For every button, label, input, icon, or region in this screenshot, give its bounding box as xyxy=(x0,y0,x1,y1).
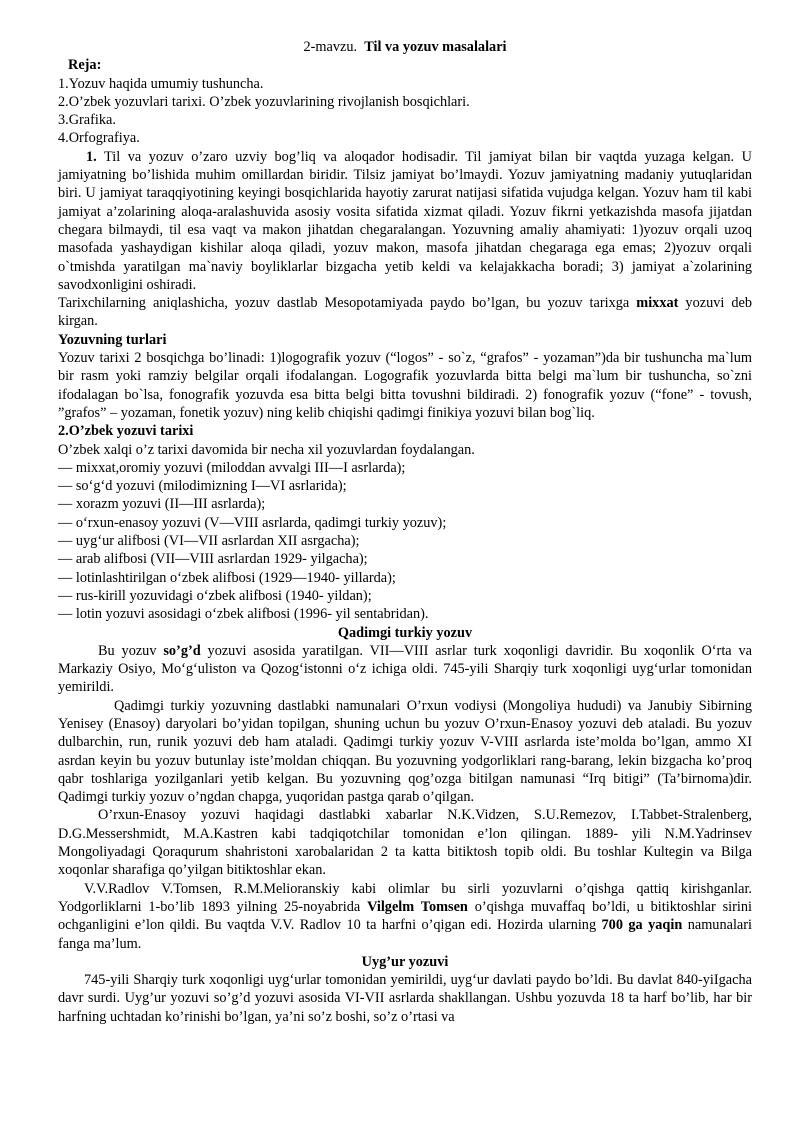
old-turkic-text-1b: yozuvi asosida yaratilgan. VII—VIII asrlar turk xoqonligi davridir. Bu xoqonlik O‘rta va Markaziy Osiyo, Mo‘g‘uliston va Qozog‘istonni o‘z ichiga oldi. 745-yili Sharqiy turk xoqonligi uyg‘urlar tomonidan yemirildi. xyxy=(58,642,752,696)
mixxat-term: mixxat xyxy=(636,295,679,312)
old-turkic-paragraph-4 xyxy=(58,880,752,953)
uyghur-heading: Uyg’ur yozuvi xyxy=(361,953,449,970)
old-turkic-text-4a: V.V.Radlov V.Tomsen, R.M.Melioranskiy kabi olimlar bu sirli yozuvlarni o’qishga qattiq kirishganlar. Yodgorliklarni 1-bo’lib 1893 yilning 25-noyabrida xyxy=(58,880,752,915)
old-turkic-paragraph-1 xyxy=(58,642,752,697)
mesopotamia-paragraph xyxy=(58,294,752,331)
old-turkic-paragraph-3: O’rxun-Enasoy yozuvi haqidagi dastlabki xabarlar N.K.Vidzen, S.U.Remezov, I.Tabbet-Stralenberg, D.G.Messershmidt, M.A.Kastren kabi tadqiqotchilar tomonidan e’lon qilingan. 1889- yili N.M.Yadrinsev Mongoliyadagi Qoraqurum shahristoni xarobalaridan 2 ta katta bitiktosh topib oldi. Bu toshlar Kultegin va Bilga xoqonlar sharafiga qo’yilgan bitiktoshlar ekan. xyxy=(58,807,752,879)
uyghur-paragraph-1: 745-yili Sharqiy turk xoqonligi uyg‘urlar tomonidan yemirildi, uyg‘ur davlati paydo bo’ldi. Bu davlat 840-yiIgacha davr surdi. Uyg’ur yozuvi so’g’d yozuvi asosida VI-VII asrlarda shakllangan. Ushbu yozuvda 18 ta harf bo’lib, har bir harfning uchtadan ko’rinishi bo’lgan, ya’ni so’z boshi, so’z o’rtasi va xyxy=(58,972,752,1025)
section1-text: Til va yozuv o’zaro uzviy bog’liq va aloqador hodisadir. Til jamiyat bilan bir vaqtda yuzaga kelgan. U jamiyatning bo’lishida muhim omillardan biridir. Tilsiz jamiyat bo’lmaydi. Yozuv jamiyatning madaniy yutuqlaridan biri. U jamiyat taraqqiyotining keyingi bosqichlarida hayotiy zarurat natijasi sifatida vujudga kelgan. Yozuv ham til kabi jamiyat a’zolarining aloqa-aralashuvida asosiy vosita sifatida xizmat qiladi. Yozuv fikrni yetkazishda masofa jijatdan chegara bilmaydi, til esa vaqt va makon jihatdan chegaralangan. Yozuvning amaliy ahamiyati: 1)yozuv orqali uzoq masofada yashaydigan kishilar aloqa qiladi, yozuv makon, masofa jihatdan chegaraga ega emas; 2)yozuv orqali o`tmishda yaratilgan ma`naviy boyliklarlar bizgacha yetib keldi va kelajakkacha boradi; 3) jamiyat a`zolarining savodxonligini oshiradi. xyxy=(58,148,752,293)
old-turkic-text-1a: Bu yozuv xyxy=(98,642,164,659)
section1-number: 1. xyxy=(86,148,97,165)
types-paragraph: Yozuv tarixi 2 bosqichga bo’linadi: 1)logografik yozuv (“logos” - so`z, “grafos” - yozaman”)da bir tushuncha ma`lum bir rasm yoki ramziy belgilar orqali ifodalangan. Logografik yozuvlarda bitta belgi ma`lum bir tushuncha, so`zni ifodalagan bo`lsa, fonografik yozuvda esa bitta belgi bitta tovushni bildiradi. 2) fonografik yozuv (“fone” - tovush, ”grafos” – yozaman, fonetik yozuv) ning kelib chiqishi qadimgi finikiya yozuvi bilan bog`liq. xyxy=(58,350,752,421)
history-intro: O’zbek xalqi o’z tarixi davomida bir necha xil yozuvlardan foydalangan. xyxy=(58,441,475,458)
plan-item: 4.Orfografiya. xyxy=(58,130,140,147)
history-item: — lotin yozuvi asosidagi o‘zbek alifbosi (1996- yil sentabridan). xyxy=(58,606,429,623)
page-title xyxy=(58,38,752,56)
types-heading: Yozuvning turlari xyxy=(58,331,167,348)
history-item: — rus-kirill yozuvidagi o‘zbek alifbosi (1940- yildan); xyxy=(58,587,372,604)
topic-number: 2-mavzu. xyxy=(303,39,358,55)
history-item: — lotinlashtirilgan o‘zbek alifbosi (1929—1940- yillarda); xyxy=(58,569,396,586)
history-item: — mixxat,oromiy yozuvi (miloddan avvalgi III—I asrlarda); xyxy=(58,459,406,476)
old-turkic-paragraph-2: Qadimgi turkiy yozuvning dastlabki namunalari O’rxun vodiysi (Mongoliya hududi) va Janubiy Sibirning Yenisey (Enasoy) daryolari bo’yidan topilgan, shuning uchun bu yozuv O’rxun-Enasoy yozuvi deb ataladi. Bu yozuv dulbarchin, run, runik yozuvi deb ham ataladi. Qadimgi turkiy yozuv V-VIII asrlarda iste’molda bo’lgan, ammo XI asrdan keyin bu yozuv butunlay iste’moldan chiqqan. Bu yozuvning yodgorliklari rang-barang, lekin bizgacha ko’proq qabr toshlariga yozilganlari yetib kelgan. Bu yozuvning qog’ozga bitilgan namunasi “Irq bitigi” (Ta’birnoma)dir. Qadimgi turkiy yozuv o’ngdan chapga, yuqoridan pastga qarab o’qilgan. xyxy=(58,697,752,806)
old-turkic-text-4c: namunalari fanga ma’lum. xyxy=(58,917,753,952)
mesopotamia-text-1: Tarixchilarning aniqlashicha, yozuv dastlab Mesopotamiyada paydo bo’lgan, bu yozuv tarixga xyxy=(58,295,637,312)
history-item: — xorazm yozuvi (II—III asrlarda); xyxy=(58,496,266,513)
count-highlight: 700 ga yaqin xyxy=(601,917,683,934)
old-turkic-text-4b: o’qishga muvaffaq bo’ldi, u bitiktoshlar sirini ochganligini e’lon qildi. Bu vaqtda V.V. Radlov 10 ta harfni o’qigan edi. Hozirda ularning xyxy=(58,898,752,934)
plan-item: 2.O’zbek yozuvlari tarixi. O’zbek yozuvlarining rivojlanish bosqichlari. xyxy=(58,93,470,110)
history-heading: 2.O’zbek yozuvi tarixi xyxy=(58,423,194,440)
history-item: — so‘g‘d yozuvi (milodimizning I—VI asrlarida); xyxy=(58,478,347,495)
history-item: — o‘rxun-enasoy yozuvi (V—VIII asrlarda, qadimgi turkiy yozuv); xyxy=(58,514,447,531)
plan-item: 1.Yozuv haqida umumiy tushuncha. xyxy=(58,75,264,92)
old-turkic-heading: Qadimgi turkiy yozuv xyxy=(337,624,473,641)
sogd-term: so’g’d xyxy=(163,642,201,659)
topic-title: Til va yozuv masalalari xyxy=(364,39,507,55)
tomsen-name: Vilgelm Tomsen xyxy=(367,898,468,915)
plan-heading: Reja: xyxy=(68,57,102,74)
mesopotamia-text-2: yozuvi deb kirgan. xyxy=(58,295,753,330)
history-item: — arab alifbosi (VII—VIII asrlardan 1929- yilgacha); xyxy=(58,551,368,568)
plan-item: 3.Grafika. xyxy=(58,112,116,129)
history-item: — uyg‘ur alifbosi (VI—VII asrlardan XII asrgacha); xyxy=(58,533,360,550)
section1-paragraph xyxy=(58,148,752,294)
